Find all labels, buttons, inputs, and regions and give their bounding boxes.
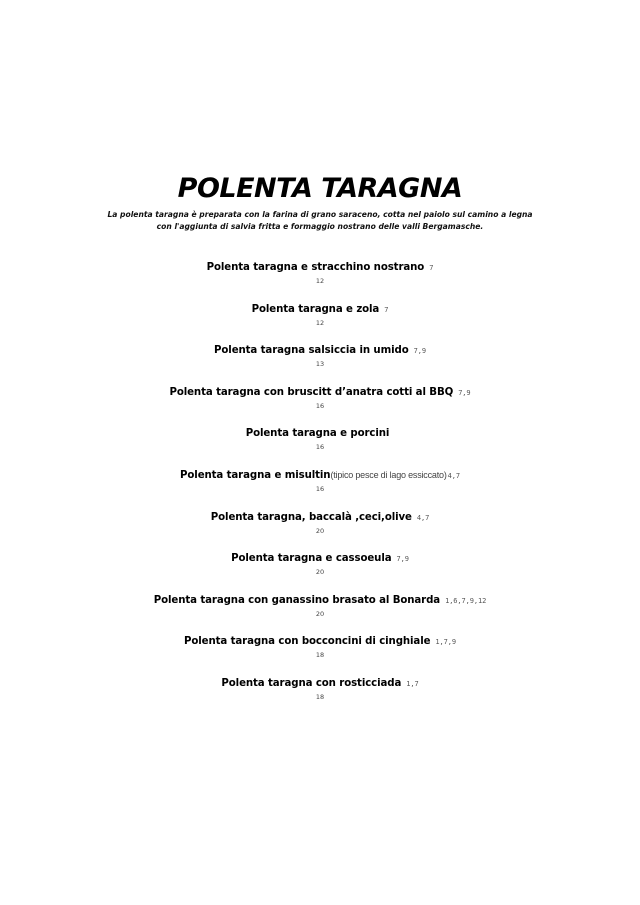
item-price: 20 <box>315 568 325 577</box>
item-price: 16 <box>315 484 325 493</box>
item-name: Polenta taragna e zola <box>251 303 380 315</box>
description-line-1: La polenta taragna è preparata con la farina di grano saraceno, cotta nel paiolo sul camino a legna <box>107 210 533 219</box>
item-allergens: 7 <box>429 264 434 272</box>
item-allergens: 7,9 <box>413 347 426 356</box>
item-price: 12 <box>315 318 325 327</box>
menu-item <box>0 509 640 551</box>
item-price: 18 <box>315 692 325 701</box>
item-price: 18 <box>315 651 325 660</box>
menu-item <box>0 342 640 384</box>
item-name: Polenta taragna e porcini <box>245 428 390 440</box>
menu-item <box>0 633 640 675</box>
item-name: Polenta taragna e stracchino nostrano <box>206 262 425 273</box>
item-allergens: 7,9 <box>458 388 471 397</box>
menu-item <box>0 301 640 343</box>
item-name: Polenta taragna con rosticciada <box>221 677 402 689</box>
item-allergens: 1,6,7,9,12 <box>445 596 487 605</box>
item-allergens: 4,7 <box>447 471 460 480</box>
description <box>0 209 640 233</box>
menu-item <box>0 384 640 426</box>
item-price: 13 <box>315 360 325 369</box>
item-name: Polenta taragna e misultin <box>180 469 331 481</box>
item-price: 20 <box>315 526 325 535</box>
menu-item <box>0 467 640 509</box>
item-name: Polenta taragna, baccalà ,ceci,olive <box>210 511 412 523</box>
item-price: 12 <box>315 277 325 285</box>
menu-item <box>0 592 640 634</box>
item-price: 16 <box>315 401 325 410</box>
menu-item <box>0 259 640 301</box>
item-name: Polenta taragna con ganassino brasato al Bonarda <box>153 594 441 606</box>
item-allergens: 1,7 <box>406 679 419 688</box>
item-name: Polenta taragna e cassoeula <box>231 553 392 565</box>
item-allergens: 4,7 <box>416 513 430 522</box>
item-name: Polenta taragna salsiccia in umido <box>214 345 409 357</box>
item-name: Polenta taragna con bruscitt d’anatra cotti al BBQ <box>169 386 454 398</box>
item-allergens: 7 <box>384 305 389 314</box>
item-name: Polenta taragna con bocconcini di cinghiale <box>183 636 431 648</box>
item-price: 16 <box>315 443 325 452</box>
menu-item <box>0 550 640 592</box>
item-allergens: 7,9 <box>396 555 409 564</box>
menu-list <box>0 259 640 717</box>
menu-item <box>0 425 640 467</box>
description-line-2: con l'aggiunta di salvia fritta e formaggio nostrano delle valli Bergamasche. <box>156 222 484 231</box>
menu-item <box>0 675 640 717</box>
item-allergens: 1,7,9 <box>435 638 456 647</box>
item-price: 20 <box>315 609 325 618</box>
page-title: POLENTA TARAGNA <box>177 173 463 204</box>
item-note: (tipico pesce di lago essiccato) <box>330 469 447 480</box>
